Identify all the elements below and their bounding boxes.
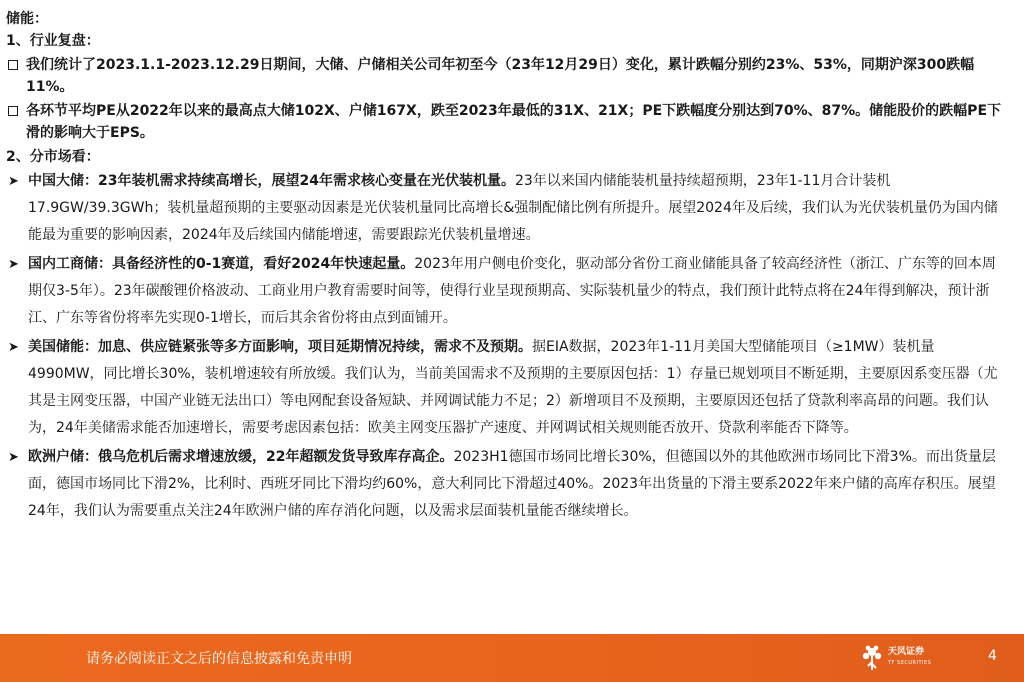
bullet-item	[6, 54, 1006, 98]
company-logo	[860, 642, 940, 674]
market-item	[6, 334, 1006, 442]
arrow-bullet-icon: ➤	[8, 450, 19, 465]
logo-sub: TF SECURITIES	[888, 660, 932, 666]
market-body: 2023H1德国市场同比增长30%，但德国以外的其他欧洲市场同比下滑3%。而出货量层面，德国市场同比下滑2%，比利时、西班牙同比下滑均约60%，意大利同比下滑超过40%。2023年出货量的下滑主要系2022年来户储的高库存积压。展望24年，我们认为需要重点关注24年欧洲户储的库存消化问题，以及需求层面装机量能否继续增长。	[28, 449, 996, 519]
document-body	[6, 8, 1006, 525]
heading: 储能：	[6, 11, 48, 27]
market-item	[6, 444, 1006, 525]
arrow-bullet-icon: ➤	[8, 174, 19, 189]
disclaimer-text: 请务必阅读正文之后的信息披露和免责申明	[86, 651, 352, 667]
bullet-item	[6, 100, 1006, 144]
page-number: 4	[988, 648, 997, 664]
market-lead: 国内工商储：具备经济性的0-1赛道，看好2024年快速起量。	[28, 256, 415, 272]
market-body: 据EIA数据，2023年1-11月美国大型储能项目（≥1MW）装机量4990MW，同比增长30%，装机增速较有所放缓。我们认为，当前美国需求不及预期的主要原因包括：1）存量已规划项目不断延期，主要原因系变压器（尤其是主网变压器，中国产业链无法出口）等电网配套设备短缺、并网调试能力不足；2）新增项目不及预期，主要原因还包括了贷款利率高昂的问题。我们认为，24年美储需求能否加速增长，需要考虑因素包括：欧美主网变压器扩产速度、并网调试相关规则能否放开、贷款利率能否下降等。	[28, 339, 998, 436]
market-body: 2023年用户侧电价变化，驱动部分省份工商业储能具备了较高经济性（浙江、广东等的回本周期仅3-5年）。23年碳酸锂价格波动、工商业用户教育需要时间等，使得行业呈现预期高、实际装机量少的特点，我们预计此特点将在24年得到解决，预计浙江、广东等省份将率先实现0-1增长，而后其余省份将由点到面铺开。	[28, 256, 996, 326]
logo-name: 天风证券	[888, 647, 925, 657]
footer-bar	[0, 634, 1024, 682]
market-lead: 美国储能：加息、供应链紧张等多方面影响，项目延期情况持续，需求不及预期。	[28, 339, 532, 355]
flower-logo-icon	[860, 644, 884, 672]
arrow-bullet-icon: ➤	[8, 257, 19, 272]
market-item	[6, 251, 1006, 332]
square-bullet-icon	[8, 106, 18, 116]
arrow-bullet-icon: ➤	[8, 340, 19, 355]
bullet-text: 我们统计了2023.1.1-2023.12.29日期间，大储、户储相关公司年初至今（23年12月29日）变化，累计跌幅分别约23%、53%，同期沪深300跌幅11%。	[26, 57, 975, 95]
market-item	[6, 168, 1006, 249]
market-lead: 中国大储：23年装机需求持续高增长，展望24年需求核心变量在光伏装机量。	[28, 173, 515, 189]
market-lead: 欧洲户储：俄乌危机后需求增速放缓，22年超额发货导致库存高企。	[28, 449, 454, 465]
bullet-text: 各环节平均PE从2022年以来的最高点大储102X、户储167X，跌至2023年最低的31X、21X；PE下跌幅度分别达到70%、87%。储能股价的跌幅PE下滑的影响大于EPS。	[26, 103, 1002, 141]
section2-title: 2、分市场看：	[6, 149, 100, 165]
square-bullet-icon	[8, 60, 18, 70]
market-body: 23年以来国内储能装机量持续超预期，23年1-11月合计装机17.9GW/39.3GWh；装机量超预期的主要驱动因素是光伏装机量同比高增长&强制配储比例有所提升。展望2024年及后续，我们认为光伏装机量仍为国内储能最为重要的影响因素，2024年及后续国内储能增速，需要跟踪光伏装机量增速。	[28, 173, 998, 243]
section1-title: 1、行业复盘：	[6, 33, 100, 49]
